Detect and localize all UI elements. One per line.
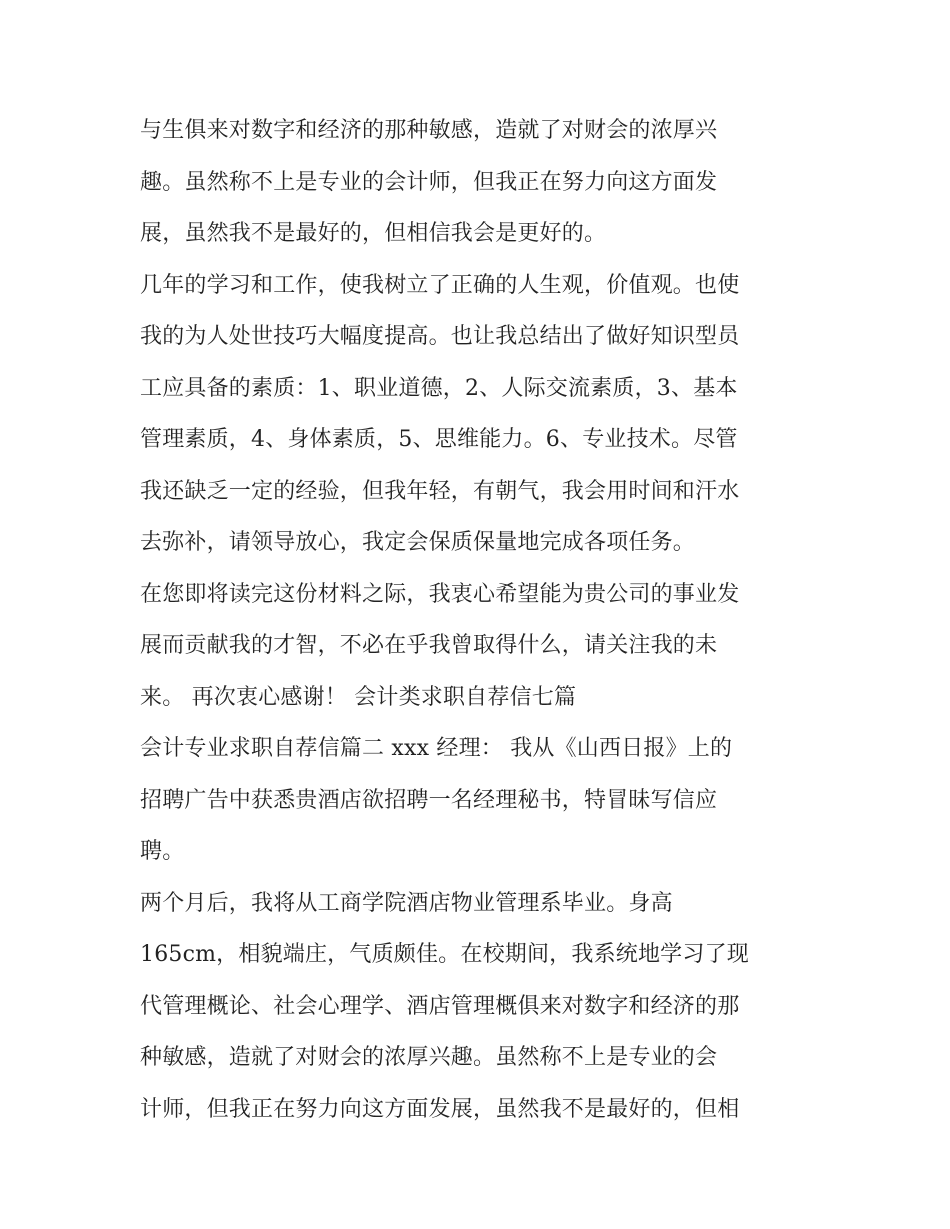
text-line: 去弥补，请领导放心，我定会保质保量地完成各项任务。 [140, 530, 696, 555]
text-line: 代管理概论、社会心理学、酒店管理概俱来对数字和经济的那 [140, 993, 740, 1019]
text-line: 趣。虽然称不上是专业的会计师，但我正在努力向这方面发 [140, 169, 718, 195]
text-line: 在您即将读完这份材料之际，我衷心希望能为贵公司的事业发 [140, 581, 740, 607]
text-line: 展，虽然我不是最好的，但相信我会是更好的。 [140, 221, 607, 246]
text-line: 展而贡献我的才智，不必在乎我曾取得什么，请关注我的未 [140, 633, 718, 658]
text-line: 招聘广告中获悉贵酒店欲招聘一名经理秘书，特冒昧写信应 [140, 787, 718, 813]
text-line: 会计专业求职自荐信篇二 xxx 经理： 我从《山西日报》上的 [140, 736, 733, 761]
text-line: 我还缺乏一定的经验，但我年轻，有朝气，我会用时间和汗水 [140, 478, 740, 504]
document-body [140, 105, 820, 1135]
text-line: 工应具备的素质：1、职业道德，2、人际交流素质，3、基本 [140, 375, 738, 401]
text-line: 管理素质，4、身体素质，5、思维能力。6、专业技术。尽管 [140, 427, 738, 452]
text-line: 种敏感，造就了对财会的浓厚兴趣。虽然称不上是专业的会 [140, 1045, 718, 1070]
text-line: 几年的学习和工作，使我树立了正确的人生观，价值观。也使 [140, 272, 740, 298]
text-line: 计师，但我正在努力向这方面发展，虽然我不是最好的，但相 [140, 1096, 740, 1122]
text-line: 来。 再次衷心感谢！ 会计类求职自荐信七篇 [140, 684, 577, 710]
text-line: 我的为人处世技巧大幅度提高。也让我总结出了做好知识型员 [140, 324, 740, 349]
text-line: 与生俱来对数字和经济的那种敏感，造就了对财会的浓厚兴 [140, 118, 718, 143]
text-line: 聘。 [140, 839, 185, 864]
text-line: 两个月后，我将从工商学院酒店物业管理系毕业。身高 [140, 890, 673, 916]
text-line: 165cm，相貌端庄，气质颇佳。在校期间，我系统地学习了现 [140, 942, 749, 967]
